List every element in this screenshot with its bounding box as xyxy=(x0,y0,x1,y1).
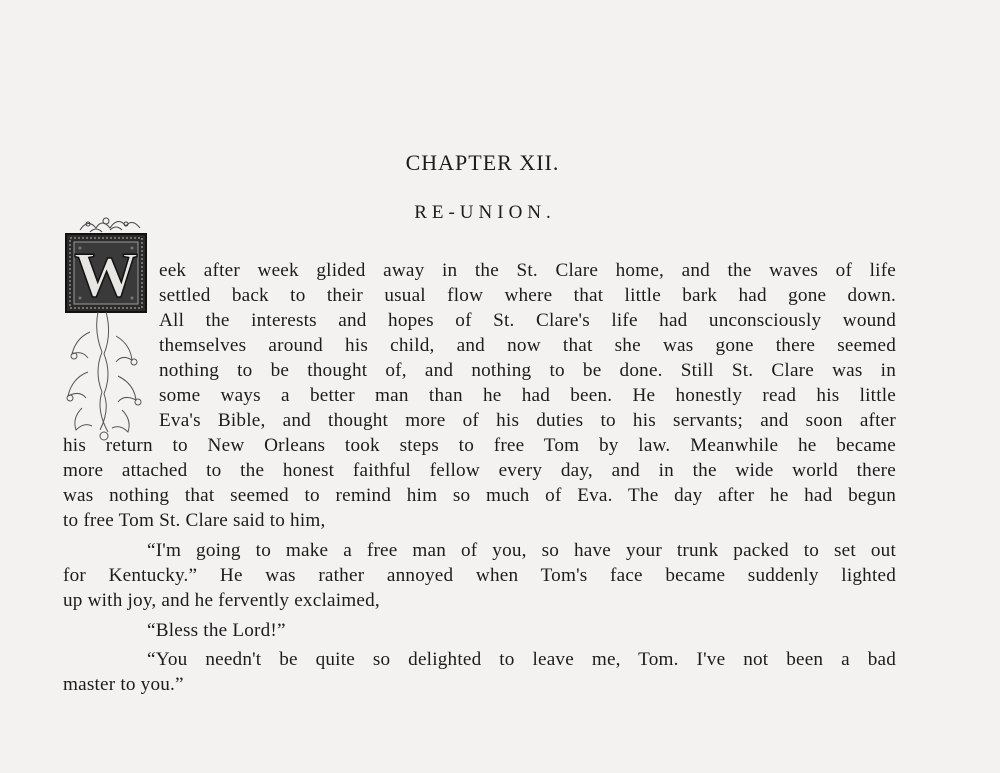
text-line: to free Tom St. Clare said to him, xyxy=(63,510,326,531)
text-line: eek after week glided away in the St. Clare home, and the waves of life xyxy=(159,260,896,281)
text-line: more attached to the honest faithful fellow every day, and in the wide world there xyxy=(63,460,896,481)
text-line: Eva's Bible, and thought more of his duties to his servants; and soon after xyxy=(159,410,896,431)
text-line: up with joy, and he fervently exclaimed, xyxy=(63,590,380,611)
ornate-w-initial-icon xyxy=(60,212,156,444)
text-line: “Bless the Lord!” xyxy=(147,620,286,641)
text-line: nothing to be thought of, and nothing to be done. Still St. Clare was in xyxy=(159,360,896,381)
text-line: for Kentucky.” He was rather annoyed when Tom's face became suddenly lighted xyxy=(63,565,896,586)
chapter-title: CHAPTER XII. xyxy=(405,150,560,175)
text-line: settled back to their usual flow where that little bark had gone down. xyxy=(159,285,896,306)
text-line: master to you.” xyxy=(63,674,184,695)
text-line: his return to New Orleans took steps to free Tom by law. Meanwhile he became xyxy=(63,435,896,456)
text-line: some ways a better man than he had been. He honestly read his little xyxy=(159,385,896,406)
text-line: “I'm going to make a free man of you, so have your trunk packed to set out xyxy=(147,540,896,561)
text-line: was nothing that seemed to remind him so much of Eva. The day after he had begun xyxy=(63,485,896,506)
text-line: themselves around his child, and now that she was gone there seemed xyxy=(159,335,896,356)
svg-text:W: W xyxy=(74,239,138,310)
text-line: All the interests and hopes of St. Clare's life had unconsciously wound xyxy=(159,310,896,331)
text-line: “You needn't be quite so delighted to leave me, Tom. I've not been a bad xyxy=(147,649,896,670)
chapter-subtitle: RE-UNION. xyxy=(414,202,556,223)
